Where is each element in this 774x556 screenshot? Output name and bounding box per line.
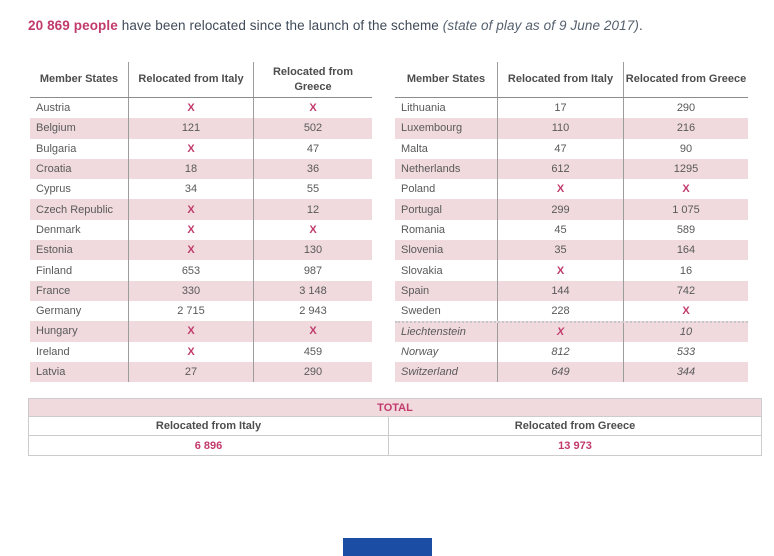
table-row (395, 118, 748, 138)
title-highlight: 20 869 people (28, 18, 118, 33)
member-state-name: Luxembourg (401, 122, 463, 135)
member-state-name: Czech Republic (36, 203, 114, 216)
relocated-from-italy-value: 110 (497, 118, 623, 138)
relocated-from-italy-value: 47 (497, 139, 623, 159)
title-text: have been relocated since the launch of the scheme (117, 18, 443, 33)
table-row (30, 240, 372, 260)
table-row (30, 139, 372, 159)
relocated-from-greece-value: 533 (623, 342, 748, 362)
no-relocation-x-mark: X (253, 98, 372, 118)
table-row (30, 281, 372, 301)
table-row (395, 342, 748, 362)
table-header-row (30, 62, 372, 98)
no-relocation-x-mark: X (623, 179, 748, 199)
total-labels-row (29, 417, 761, 436)
relocated-from-italy-value: 18 (128, 159, 253, 179)
table-row (395, 98, 748, 118)
total-label-italy: Relocated from Italy (155, 420, 262, 432)
relocation-table-left (30, 62, 372, 382)
table-row (395, 159, 748, 179)
member-state-name: Poland (401, 183, 436, 196)
member-state-name: Latvia (36, 366, 66, 378)
member-state-name: Portugal (401, 203, 442, 216)
relocated-from-greece-value: 987 (253, 260, 372, 280)
member-state-name: Bulgaria (36, 142, 77, 155)
table-row (30, 321, 372, 341)
no-relocation-x-mark: X (128, 342, 253, 362)
relocated-from-italy-value: 35 (497, 240, 623, 260)
relocated-from-greece-value: 1295 (623, 159, 748, 179)
relocated-from-greece-value: 502 (253, 118, 372, 138)
member-state-name: Netherlands (401, 163, 461, 176)
member-state-name: Slovakia (401, 264, 443, 277)
no-relocation-x-mark: X (623, 301, 748, 321)
relocated-from-greece-value: 36 (253, 159, 372, 179)
relocated-from-greece-value: 589 (623, 220, 748, 240)
table-body (30, 98, 372, 382)
relocated-from-greece-value: 90 (623, 139, 748, 159)
member-state-name: Norway (401, 345, 439, 358)
member-state-name: Ireland (36, 345, 70, 358)
relocated-from-greece-value: 12 (253, 199, 372, 219)
no-relocation-x-mark: X (497, 260, 623, 280)
table-body (395, 98, 748, 382)
member-state-name: Germany (36, 305, 82, 318)
no-relocation-x-mark: X (128, 199, 253, 219)
column-header-relocated-greece: Relocated from Greece (253, 62, 372, 97)
table-row (395, 362, 748, 382)
relocated-from-italy-value: 2 715 (128, 301, 253, 321)
no-relocation-x-mark: X (128, 220, 253, 240)
relocated-from-greece-value: 1 075 (623, 199, 748, 219)
relocated-from-greece-value: 742 (623, 281, 748, 301)
relocated-from-italy-value: 812 (497, 342, 623, 362)
total-values-row (29, 436, 761, 455)
member-state-name: Finland (36, 264, 73, 277)
table-row (395, 281, 748, 301)
table-row (30, 260, 372, 280)
relocated-from-italy-value: 34 (128, 179, 253, 199)
member-state-name: Cyprus (36, 183, 71, 196)
member-state-name: Croatia (36, 163, 72, 176)
relocated-from-greece-value: 290 (623, 98, 748, 118)
relocated-from-greece-value: 55 (253, 179, 372, 199)
table-row (30, 179, 372, 199)
member-state-name: Liechtenstein (401, 326, 466, 339)
member-state-name: France (36, 284, 71, 297)
relocated-from-italy-value: 121 (128, 118, 253, 138)
no-relocation-x-mark: X (128, 139, 253, 159)
table-row (395, 199, 748, 219)
relocated-from-italy-value: 653 (128, 260, 253, 280)
relocated-from-greece-value: 47 (253, 139, 372, 159)
no-relocation-x-mark: X (128, 240, 253, 260)
table-header-row (395, 62, 748, 98)
relocated-from-greece-value: 216 (623, 118, 748, 138)
table-row (30, 118, 372, 138)
eu-logo-partial (343, 538, 432, 556)
relocated-from-italy-value: 17 (497, 98, 623, 118)
table-row (30, 342, 372, 362)
table-row (395, 240, 748, 260)
relocated-from-greece-value: 290 (253, 362, 372, 382)
table-row (30, 362, 372, 382)
relocated-from-italy-value: 612 (497, 159, 623, 179)
member-state-name: Estonia (36, 244, 73, 257)
member-state-name: Belgium (36, 122, 76, 135)
no-relocation-x-mark: X (128, 98, 253, 118)
column-header-relocated-italy: Relocated from Italy (497, 62, 623, 97)
relocated-from-italy-value: 649 (497, 362, 623, 382)
relocated-from-greece-value: 10 (623, 323, 748, 341)
table-row (395, 260, 748, 280)
column-header-member-states: Member States (39, 73, 119, 86)
column-header-relocated-greece: Relocated from Greece (623, 62, 748, 97)
member-state-name: Sweden (401, 305, 441, 318)
total-label-greece: Relocated from Greece (388, 417, 761, 435)
relocated-from-italy-value: 330 (128, 281, 253, 301)
table-row (30, 98, 372, 118)
relocated-from-greece-value: 3 148 (253, 281, 372, 301)
relocated-from-italy-value: 144 (497, 281, 623, 301)
relocated-from-italy-value: 299 (497, 199, 623, 219)
no-relocation-x-mark: X (497, 179, 623, 199)
relocated-from-italy-value: 228 (497, 301, 623, 321)
table-row (395, 179, 748, 199)
no-relocation-x-mark: X (497, 323, 623, 341)
relocated-from-greece-value: 344 (623, 362, 748, 382)
title-period: . (638, 18, 643, 33)
relocated-from-italy-value: 45 (497, 220, 623, 240)
total-table (28, 398, 762, 456)
no-relocation-x-mark: X (128, 321, 253, 341)
table-row (395, 301, 748, 321)
table-row (395, 220, 748, 240)
relocated-from-greece-value: 130 (253, 240, 372, 260)
member-state-name: Slovenia (401, 244, 444, 257)
total-value-greece: 13 973 (388, 436, 761, 455)
relocated-from-greece-value: 164 (623, 240, 748, 260)
no-relocation-x-mark: X (253, 321, 372, 341)
total-value-italy: 6 896 (194, 439, 223, 452)
relocated-from-greece-value: 16 (623, 260, 748, 280)
total-table-title: TOTAL (29, 399, 761, 417)
relocation-table-right (395, 62, 748, 382)
member-state-name: Austria (36, 102, 71, 115)
column-header-relocated-italy: Relocated from Italy (128, 62, 253, 97)
table-row (30, 159, 372, 179)
relocated-from-greece-value: 2 943 (253, 301, 372, 321)
table-row (395, 321, 748, 341)
title-date-note: (state of play as of 9 June 2017) (442, 18, 639, 33)
member-state-name: Malta (401, 142, 428, 155)
column-header-member-states: Member States (406, 73, 486, 86)
member-state-name: Denmark (36, 223, 81, 236)
table-row (30, 220, 372, 240)
member-state-name: Switzerland (401, 366, 458, 378)
table-row (30, 199, 372, 219)
table-row (30, 301, 372, 321)
page-title (28, 18, 643, 33)
member-state-name: Lithuania (401, 102, 446, 115)
member-state-name: Spain (401, 284, 430, 297)
member-state-name: Romania (401, 223, 446, 236)
relocated-from-greece-value: 459 (253, 342, 372, 362)
member-state-name: Hungary (36, 325, 78, 338)
table-row (395, 139, 748, 159)
relocated-from-italy-value: 27 (128, 362, 253, 382)
no-relocation-x-mark: X (253, 220, 372, 240)
